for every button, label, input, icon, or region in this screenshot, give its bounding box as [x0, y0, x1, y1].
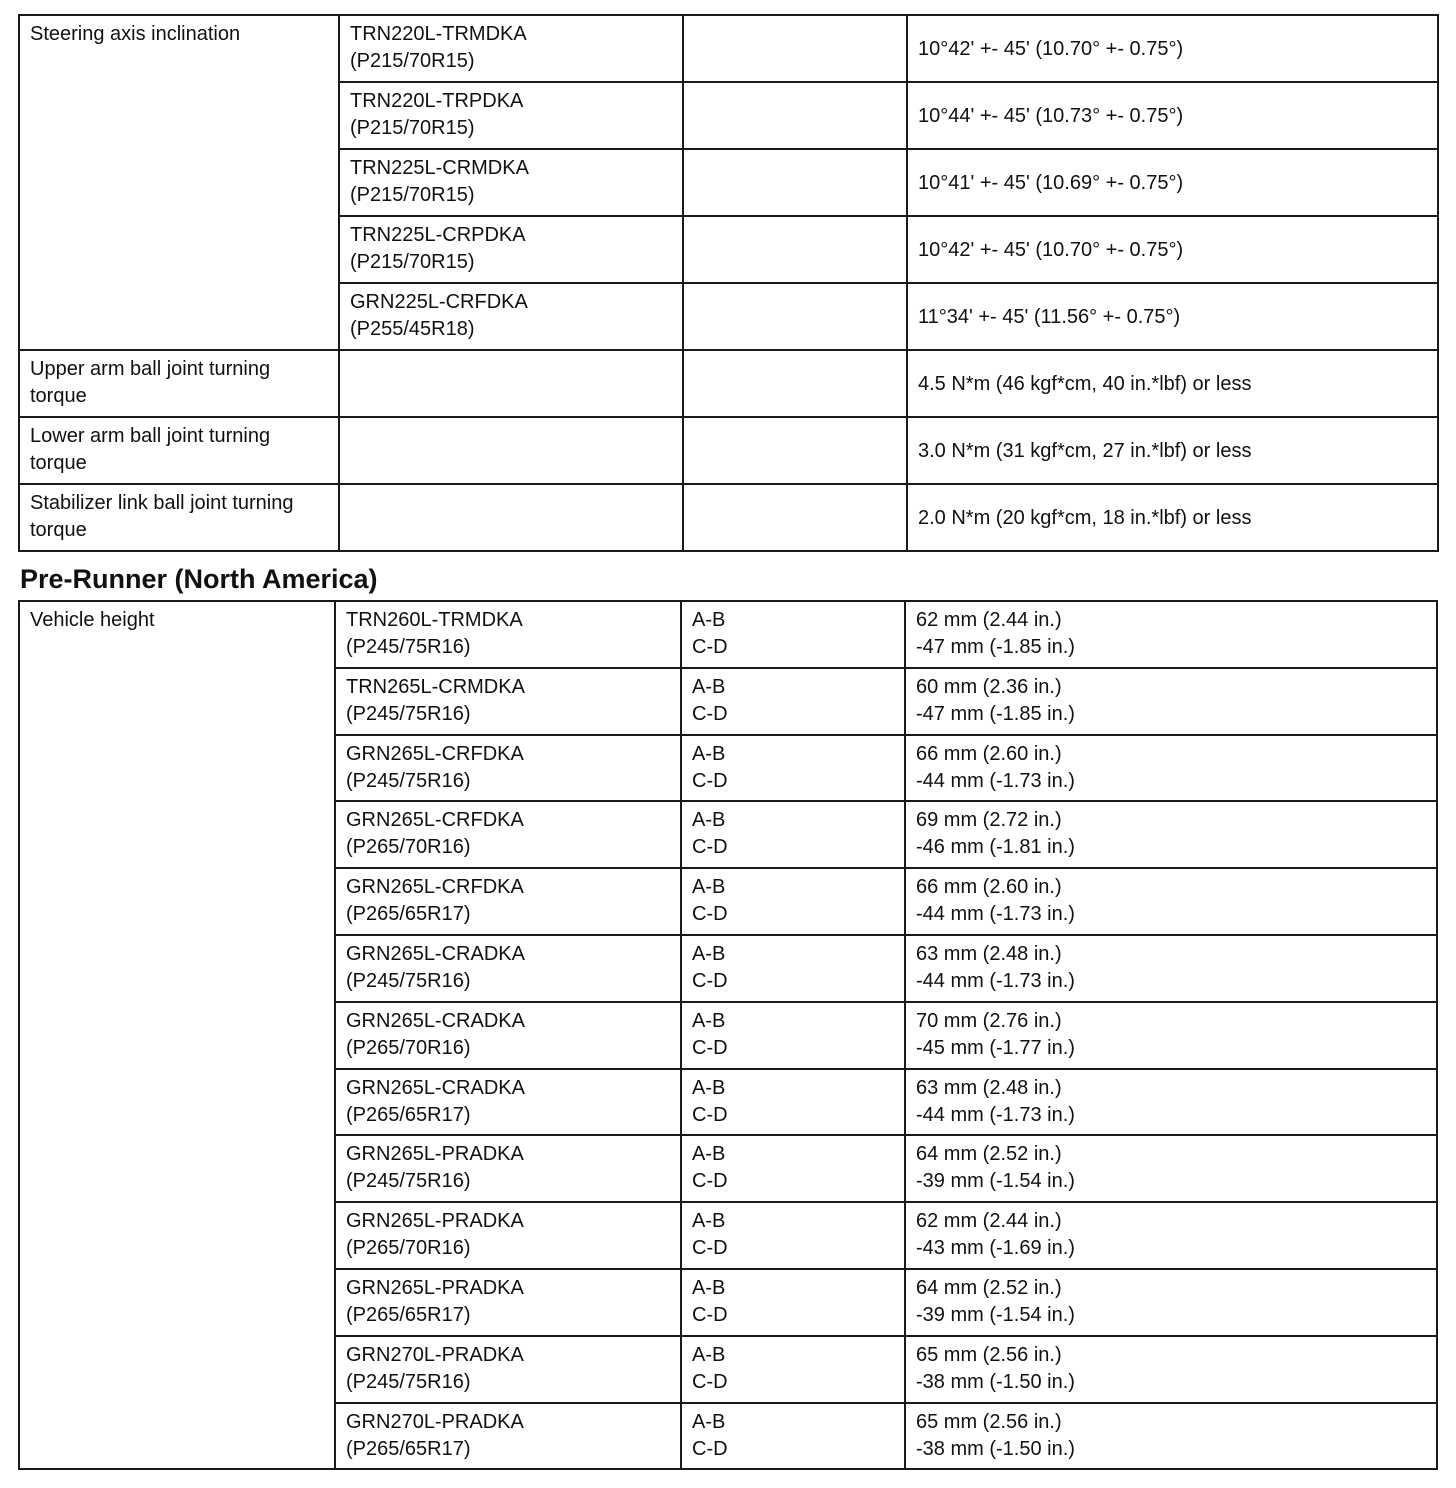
empty-cell	[683, 350, 907, 417]
tire-size: (P245/75R16)	[346, 702, 471, 725]
model-cell	[335, 801, 681, 868]
measure-point: A-B	[692, 809, 726, 832]
measure-points-cell	[681, 1269, 905, 1336]
model-code: GRN265L-CRFDKA	[346, 809, 524, 832]
height-value: -44 mm (-1.73 in.)	[916, 769, 1075, 792]
tire-size: (P245/75R16)	[346, 769, 471, 792]
tire-size: (P265/70R16)	[346, 1237, 471, 1260]
height-value: 62 mm (2.44 in.)	[916, 609, 1062, 631]
tire-size: (P245/75R16)	[346, 636, 471, 658]
empty-cell	[683, 283, 907, 350]
measure-points-cell	[681, 1002, 905, 1069]
tire-size: (P245/75R16)	[346, 1170, 471, 1193]
empty-cell	[683, 417, 907, 484]
measure-point: A-B	[692, 1276, 726, 1299]
measure-points-cell	[681, 668, 905, 735]
model-cell	[335, 668, 681, 735]
empty-cell	[339, 350, 683, 417]
spec-value: 2.0 N*m (20 kgf*cm, 18 in.*lbf) or less	[907, 484, 1438, 551]
label-line: torque	[30, 519, 87, 541]
label-line: torque	[30, 452, 87, 474]
measure-point: C-D	[692, 1370, 728, 1393]
measure-point: A-B	[692, 942, 726, 965]
tire-size: (P215/70R15)	[350, 184, 475, 206]
measure-points-cell	[681, 868, 905, 935]
model-code: TRN225L-CRMDKA	[350, 157, 529, 179]
spec-value: 10°44' +- 45' (10.73° +- 0.75°)	[907, 82, 1438, 149]
model-code: GRN265L-CRADKA	[346, 1076, 525, 1099]
measure-point: C-D	[692, 702, 728, 725]
tire-size: (P265/65R17)	[346, 1437, 471, 1460]
height-value: 62 mm (2.44 in.)	[916, 1210, 1062, 1233]
measure-point: C-D	[692, 769, 728, 792]
model-code: GRN225L-CRFDKA	[350, 291, 528, 313]
model-code: GRN265L-CRADKA	[346, 942, 525, 965]
model-cell	[335, 1135, 681, 1202]
measure-points-cell	[681, 1403, 905, 1470]
height-value: -47 mm (-1.85 in.)	[916, 702, 1075, 725]
spec-value: 4.5 N*m (46 kgf*cm, 40 in.*lbf) or less	[907, 350, 1438, 417]
table-row	[19, 601, 1437, 668]
model-code: GRN265L-PRADKA	[346, 1143, 524, 1166]
tire-size: (P245/75R16)	[346, 1370, 471, 1393]
model-cell	[335, 1069, 681, 1136]
height-value: 65 mm (2.56 in.)	[916, 1343, 1062, 1366]
model-code: TRN265L-CRMDKA	[346, 675, 525, 698]
label-line: Stabilizer link ball joint turning	[30, 492, 294, 514]
height-value: -38 mm (-1.50 in.)	[916, 1437, 1075, 1460]
empty-cell	[683, 216, 907, 283]
measure-point: C-D	[692, 836, 728, 859]
spec-value: 10°42' +- 45' (10.70° +- 0.75°)	[907, 15, 1438, 82]
measure-point: A-B	[692, 1210, 726, 1233]
measure-point: C-D	[692, 636, 728, 658]
height-value: 60 mm (2.36 in.)	[916, 675, 1062, 698]
model-cell	[335, 1403, 681, 1470]
tire-size: (P265/70R16)	[346, 836, 471, 859]
measure-point: A-B	[692, 742, 726, 765]
height-value: 66 mm (2.60 in.)	[916, 742, 1062, 765]
measure-points-cell	[681, 1135, 905, 1202]
tire-size: (P215/70R15)	[350, 117, 475, 139]
measure-point: A-B	[692, 1343, 726, 1366]
section-title: Pre-Runner (North America)	[20, 564, 378, 594]
measure-points-cell	[681, 735, 905, 802]
measure-point: A-B	[692, 1076, 726, 1099]
height-values-cell	[905, 1002, 1437, 1069]
height-value: -44 mm (-1.73 in.)	[916, 903, 1075, 926]
measure-point: C-D	[692, 903, 728, 926]
tire-size: (P265/65R17)	[346, 903, 471, 926]
height-value: -47 mm (-1.85 in.)	[916, 636, 1075, 658]
height-values-cell	[905, 935, 1437, 1002]
spec-value: 10°41' +- 45' (10.69° +- 0.75°)	[907, 149, 1438, 216]
model-code: GRN265L-PRADKA	[346, 1276, 524, 1299]
measure-points-cell	[681, 935, 905, 1002]
height-value: 65 mm (2.56 in.)	[916, 1410, 1062, 1433]
measure-point: A-B	[692, 1143, 726, 1166]
model-code: TRN225L-CRPDKA	[350, 224, 526, 246]
spec-value: 10°42' +- 45' (10.70° +- 0.75°)	[907, 216, 1438, 283]
label-line: torque	[30, 385, 87, 407]
lower-arm-torque-label	[19, 417, 339, 484]
model-cell	[335, 1269, 681, 1336]
height-values-cell	[905, 1202, 1437, 1269]
model-code: GRN265L-PRADKA	[346, 1210, 524, 1233]
height-values-cell	[905, 801, 1437, 868]
measure-point: C-D	[692, 1036, 728, 1059]
height-values-cell	[905, 1069, 1437, 1136]
height-value: -39 mm (-1.54 in.)	[916, 1303, 1075, 1326]
tire-size: (P265/65R17)	[346, 1303, 471, 1326]
stabilizer-link-torque-label	[19, 484, 339, 551]
height-value: -39 mm (-1.54 in.)	[916, 1170, 1075, 1193]
measure-point: C-D	[692, 969, 728, 992]
table-row	[19, 417, 1438, 484]
measure-point: A-B	[692, 876, 726, 899]
height-values-cell	[905, 1403, 1437, 1470]
model-cell	[335, 601, 681, 668]
model-cell	[339, 15, 683, 82]
empty-cell	[683, 484, 907, 551]
spec-value: 11°34' +- 45' (11.56° +- 0.75°)	[907, 283, 1438, 350]
spec-value: 3.0 N*m (31 kgf*cm, 27 in.*lbf) or less	[907, 417, 1438, 484]
table-row	[19, 484, 1438, 551]
measure-points-cell	[681, 601, 905, 668]
vehicle-height-label: Vehicle height	[19, 601, 335, 1469]
tire-size: (P245/75R16)	[346, 969, 471, 992]
empty-cell	[683, 149, 907, 216]
height-values-cell	[905, 1135, 1437, 1202]
empty-cell	[339, 417, 683, 484]
model-cell	[339, 82, 683, 149]
model-cell	[335, 1336, 681, 1403]
model-code: GRN270L-PRADKA	[346, 1410, 524, 1433]
height-value: 64 mm (2.52 in.)	[916, 1276, 1062, 1299]
model-cell	[339, 216, 683, 283]
empty-cell	[683, 82, 907, 149]
height-values-cell	[905, 735, 1437, 802]
tire-size: (P215/70R15)	[350, 50, 475, 72]
measure-point: C-D	[692, 1303, 728, 1326]
measure-point: A-B	[692, 1410, 726, 1433]
height-value: -46 mm (-1.81 in.)	[916, 836, 1075, 859]
measure-point: C-D	[692, 1437, 728, 1460]
table-row	[19, 15, 1438, 82]
measure-point: C-D	[692, 1237, 728, 1260]
height-value: 63 mm (2.48 in.)	[916, 942, 1062, 965]
upper-arm-torque-label	[19, 350, 339, 417]
height-value: -45 mm (-1.77 in.)	[916, 1036, 1075, 1059]
height-values-cell	[905, 601, 1437, 668]
tire-size: (P265/65R17)	[346, 1103, 471, 1126]
measure-points-cell	[681, 1202, 905, 1269]
steering-axis-inclination-label: Steering axis inclination	[19, 15, 339, 350]
steering-torque-spec-table	[18, 14, 1439, 552]
model-code: TRN260L-TRMDKA	[346, 609, 523, 631]
height-values-cell	[905, 1336, 1437, 1403]
height-value: 66 mm (2.60 in.)	[916, 876, 1062, 899]
model-cell	[335, 1202, 681, 1269]
height-values-cell	[905, 1269, 1437, 1336]
measure-point: A-B	[692, 1009, 726, 1032]
vehicle-height-table	[18, 600, 1438, 1470]
model-code: GRN265L-CRFDKA	[346, 876, 524, 899]
measure-point: A-B	[692, 609, 726, 631]
label-line: Upper arm ball joint turning	[30, 358, 271, 380]
tire-size: (P265/70R16)	[346, 1036, 471, 1059]
measure-points-cell	[681, 1069, 905, 1136]
height-values-cell	[905, 668, 1437, 735]
tire-size: (P215/70R15)	[350, 251, 475, 273]
model-cell	[335, 735, 681, 802]
height-value: -38 mm (-1.50 in.)	[916, 1370, 1075, 1393]
model-cell	[335, 935, 681, 1002]
label-line: Lower arm ball joint turning	[30, 425, 271, 447]
measure-point: C-D	[692, 1170, 728, 1193]
height-value: 69 mm (2.72 in.)	[916, 809, 1062, 832]
height-value: 70 mm (2.76 in.)	[916, 1009, 1062, 1032]
model-code: GRN265L-CRFDKA	[346, 742, 524, 765]
tire-size: (P255/45R18)	[350, 318, 475, 340]
measure-point: A-B	[692, 675, 726, 698]
measure-point: C-D	[692, 1103, 728, 1126]
model-cell	[339, 283, 683, 350]
table-row	[19, 350, 1438, 417]
model-cell	[339, 149, 683, 216]
height-value: 64 mm (2.52 in.)	[916, 1143, 1062, 1166]
height-value: -44 mm (-1.73 in.)	[916, 969, 1075, 992]
height-values-cell	[905, 868, 1437, 935]
height-value: -44 mm (-1.73 in.)	[916, 1103, 1075, 1126]
model-code: GRN270L-PRADKA	[346, 1343, 524, 1366]
empty-cell	[683, 15, 907, 82]
model-code: TRN220L-TRPDKA	[350, 90, 524, 112]
model-cell	[335, 1002, 681, 1069]
empty-cell	[339, 484, 683, 551]
model-code: GRN265L-CRADKA	[346, 1009, 525, 1032]
model-cell	[335, 868, 681, 935]
height-value: 63 mm (2.48 in.)	[916, 1076, 1062, 1099]
measure-points-cell	[681, 1336, 905, 1403]
model-code: TRN220L-TRMDKA	[350, 23, 527, 45]
height-value: -43 mm (-1.69 in.)	[916, 1237, 1075, 1260]
measure-points-cell	[681, 801, 905, 868]
